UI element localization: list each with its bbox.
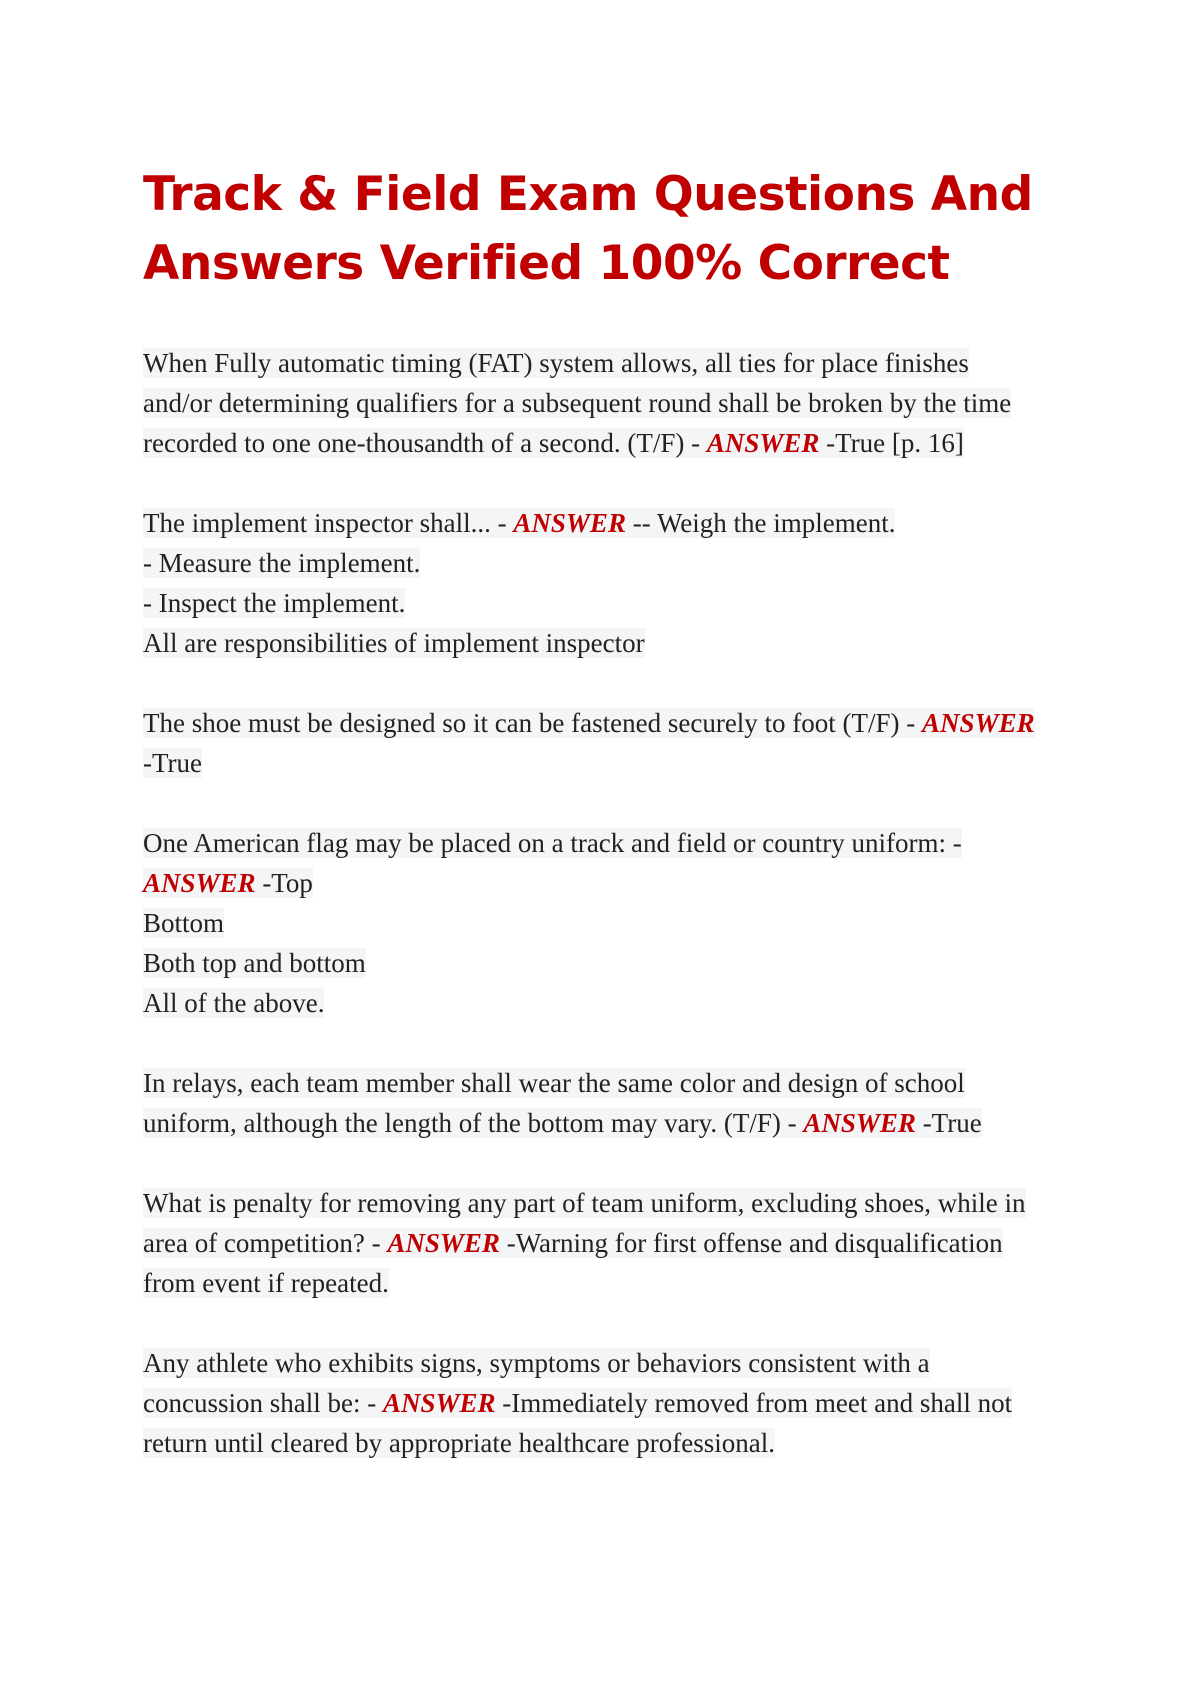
qa-item-3 (143, 703, 1073, 783)
question-text: The shoe must be designed so it can be fastened securely to foot (T/F) - (143, 708, 923, 738)
qa-item-5 (143, 1063, 1073, 1143)
answer-text: return until cleared by appropriate healthcare professional. (143, 1428, 775, 1458)
answer-text: from event if repeated. (143, 1268, 389, 1298)
question-text: When Fully automatic timing (FAT) system allows, all ties for place finishes (143, 348, 969, 378)
answer-label: ANSWER (387, 1228, 500, 1258)
answer-label: ANSWER (803, 1108, 916, 1138)
question-text: The implement inspector shall... - (143, 508, 514, 538)
document-content (143, 160, 1073, 1503)
answer-text: Both top and bottom (143, 948, 366, 978)
answer-text: -True [p. 16] (819, 428, 964, 458)
title-line-1: Track & Field Exam Questions And (143, 167, 1033, 222)
question-text: area of competition? - (143, 1228, 388, 1258)
answer-text: All are responsibilities of implement inspector (143, 628, 645, 658)
question-text: Any athlete who exhibits signs, symptoms or behaviors consistent with a (143, 1348, 930, 1378)
question-text: and/or determining qualifiers for a subsequent round shall be broken by the time (143, 388, 1012, 418)
answer-text: -Warning for first offense and disqualification (499, 1228, 1003, 1258)
question-text: What is penalty for removing any part of team uniform, excluding shoes, while in (143, 1188, 1026, 1218)
answer-label: ANSWER (922, 708, 1035, 738)
answer-text: -True (915, 1108, 982, 1138)
answer-text: - Measure the implement. (143, 548, 421, 578)
answer-label: ANSWER (143, 868, 256, 898)
answer-text: All of the above. (143, 988, 325, 1018)
answer-text: Bottom (143, 908, 225, 938)
qa-item-1 (143, 343, 1073, 463)
answer-text: -True (143, 748, 203, 778)
qa-item-4 (143, 823, 1073, 1023)
question-text: In relays, each team member shall wear the same color and design of school (143, 1068, 965, 1098)
answer-text: -- Weigh the implement. (625, 508, 896, 538)
question-text: concussion shall be: - (143, 1388, 383, 1418)
question-text: uniform, although the length of the bottom may vary. (T/F) - (143, 1108, 804, 1138)
document-title (143, 160, 1073, 298)
question-text: recorded to one one-thousandth of a second. (T/F) - (143, 428, 707, 458)
qa-item-7 (143, 1343, 1073, 1463)
qa-item-6 (143, 1183, 1073, 1303)
answer-label: ANSWER (382, 1388, 496, 1418)
answer-label: ANSWER (513, 508, 626, 538)
qa-item-2 (143, 503, 1073, 663)
title-line-2: Answers Verified 100% Correct (143, 236, 950, 291)
answer-label: ANSWER (706, 428, 820, 458)
question-text: One American flag may be placed on a track and field or country uniform: - (143, 828, 962, 858)
answer-text: - Inspect the implement. (143, 588, 406, 618)
answer-text: -Top (255, 868, 313, 898)
answer-text: -Immediately removed from meet and shall not (495, 1388, 1013, 1418)
